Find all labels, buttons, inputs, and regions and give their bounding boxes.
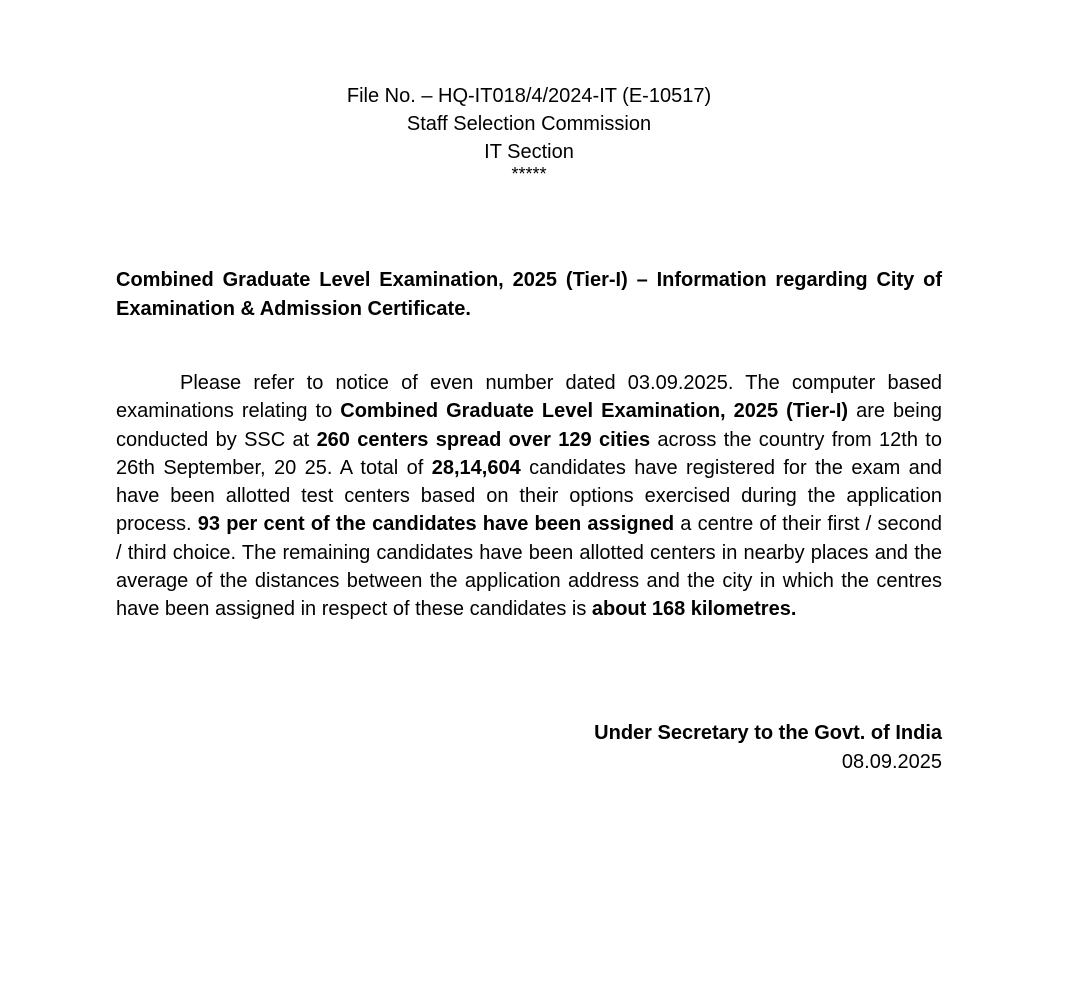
body-text-3: across the country from 12th to 26th September, 20 25. A total of (116, 428, 942, 479)
header-separator: ***** (511, 164, 547, 184)
body-text-2: are being conducted by SSC at (116, 400, 942, 451)
body-bold-distance: about 168 kilometres. (591, 598, 797, 621)
body-bold-candidate-count: 28,14,604 (431, 456, 521, 479)
body-text-5: a centre of their first / second / third choice. The remaining candidates have been allotted centers in nearby places and the average of the distances between the application address and the city in which the centres have been assigned in respect of these candidates is (116, 513, 942, 621)
body-bold-percentage: 93 per cent of the candidates have been assigned (197, 513, 675, 536)
signatory-title: Under Secretary to the Govt. of India (594, 722, 942, 744)
notice-header (0, 82, 1058, 182)
file-number: File No. – HQ-IT018/4/2024-IT (E-10517) (346, 85, 712, 107)
signature-block (116, 719, 942, 777)
body-bold-exam-name: Combined Graduate Level Examination, 2025 (Tier-I) (340, 400, 849, 423)
section-name: IT Section (484, 141, 574, 163)
body-text-1: Please refer to notice of even number dated 03.09.2025. The computer based examinations relating to (116, 372, 942, 423)
organization-name: Staff Selection Commission (406, 113, 652, 135)
notice-subject: Combined Graduate Level Examination, 2025 (Tier-I) – Information regarding City of Examination & Admission Certificate. (116, 269, 942, 320)
body-text-4: candidates have registered for the exam and have been allotted test centers based on their options exercised during the application process. (116, 456, 942, 536)
notice-body (116, 369, 942, 624)
notice-date: 08.09.2025 (841, 751, 942, 773)
body-bold-centers: 260 centers spread over 129 cities (316, 428, 651, 451)
